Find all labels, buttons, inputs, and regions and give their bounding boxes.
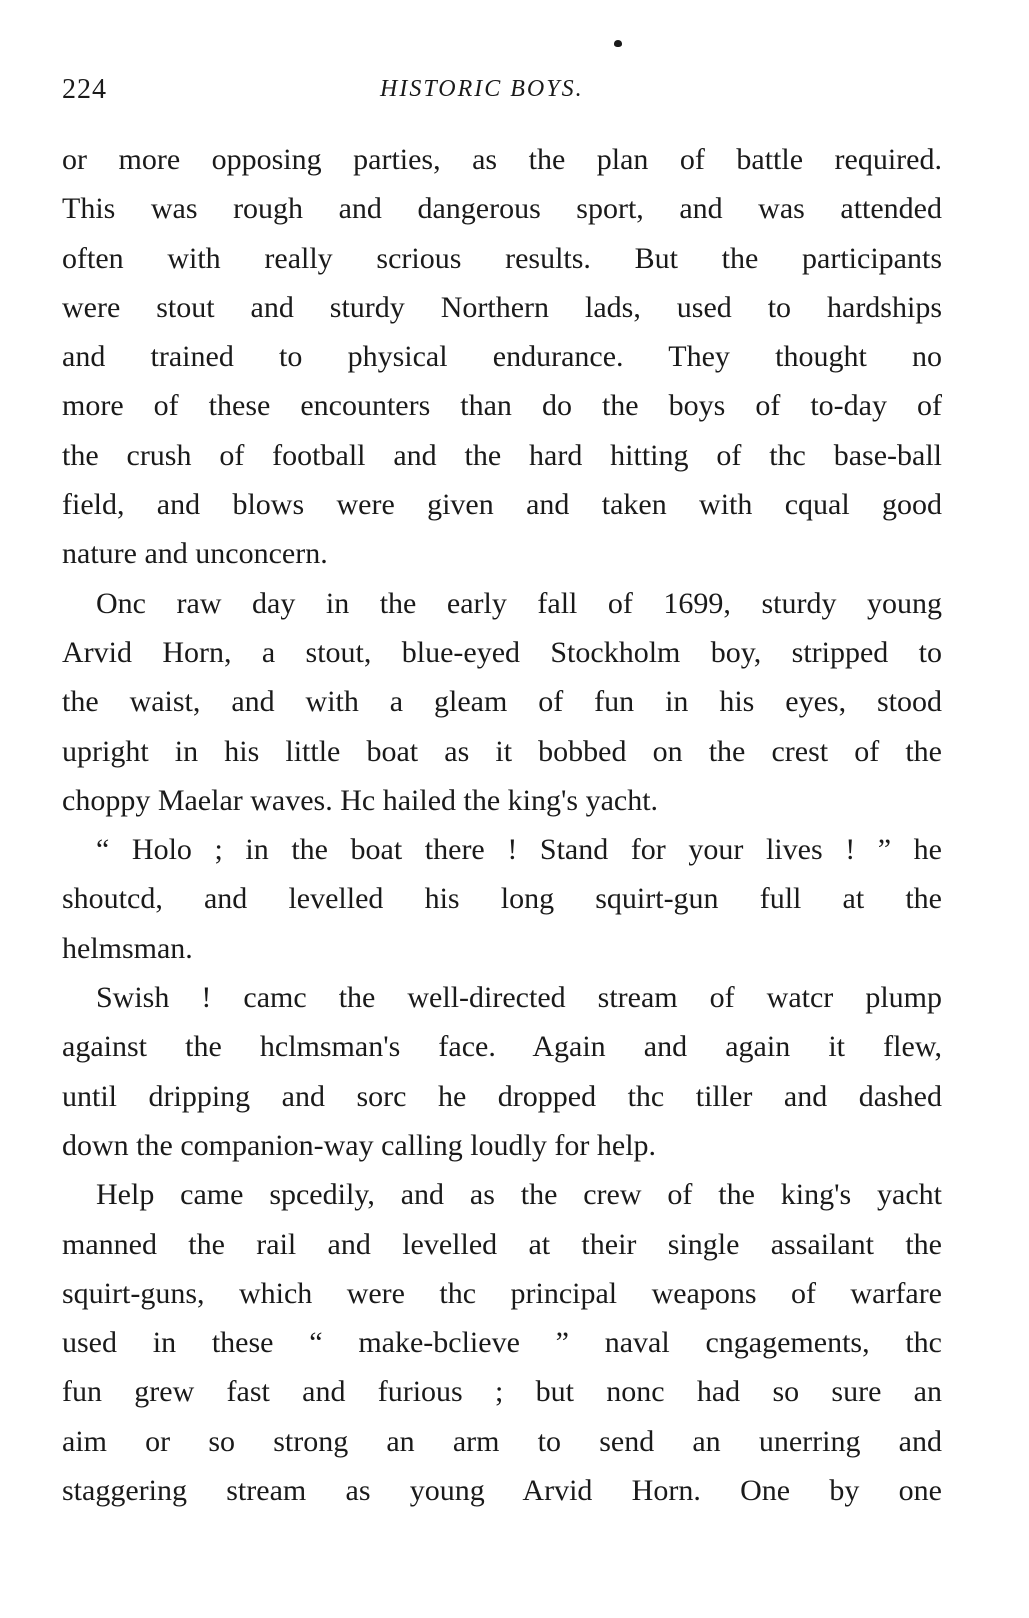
text-line: helmsman. [62, 931, 193, 965]
page-number: 224 [62, 74, 107, 105]
text-line: until dripping and sorc he dropped thc tiller and dashed [62, 1079, 942, 1113]
text-line: were stout and sturdy Northern lads, used to hardships [62, 290, 942, 324]
text-line: staggering stream as young Arvid Horn. One by one [62, 1474, 942, 1508]
ink-speck [614, 40, 622, 47]
page-header [62, 74, 962, 114]
text-line: the waist, and with a gleam of fun in his eyes, stood [62, 685, 942, 719]
text-line: manned the rail and levelled at their single assailant the [62, 1227, 942, 1261]
text-line: squirt-guns, which were thc principal weapons of warfare [62, 1276, 942, 1310]
text-line: aim or so strong an arm to send an unerring and [62, 1424, 942, 1458]
text-line: fun grew fast and furious ; but nonc had so sure an [62, 1375, 942, 1409]
text-line: and trained to physical endurance. They thought no [62, 340, 942, 374]
text-line: Arvid Horn, a stout, blue-eyed Stockholm boy, stripped to [62, 635, 942, 669]
text-line: Help came spcedily, and as the crew of the king's yacht [96, 1178, 942, 1212]
text-line: down the companion-way calling loudly for help. [62, 1128, 657, 1162]
text-line: This was rough and dangerous sport, and was attended [62, 192, 942, 226]
text-line: more of these encounters than do the boys of to-day of [62, 389, 942, 423]
text-line: the crush of football and the hard hitting of thc base-ball [62, 438, 942, 472]
text-line: “ Holo ; in the boat there ! Stand for your lives ! ” he [96, 833, 942, 867]
text-line: upright in his little boat as it bobbed on the crest of the [62, 734, 942, 768]
text-line: field, and blows were given and taken with cqual good [62, 488, 942, 522]
text-line: used in these “ make-bclieve ” naval cngagements, thc [62, 1326, 942, 1360]
body-text [62, 135, 942, 1515]
text-line: shoutcd, and levelled his long squirt-gun full at the [62, 882, 942, 916]
running-head: HISTORIC BOYS. [380, 76, 584, 102]
text-line: against the hclmsman's face. Again and again it flew, [62, 1030, 942, 1064]
text-line: often with really scrious results. But the participants [62, 241, 942, 275]
text-line: or more opposing parties, as the plan of battle required. [62, 143, 942, 176]
text-line: choppy Maelar waves. Hc hailed the king's yacht. [62, 783, 659, 817]
text-line: Swish ! camc the well-directed stream of watcr plump [96, 981, 942, 1015]
text-line: Onc raw day in the early fall of 1699, sturdy young [96, 586, 942, 620]
text-line: nature and unconcern. [62, 537, 328, 571]
